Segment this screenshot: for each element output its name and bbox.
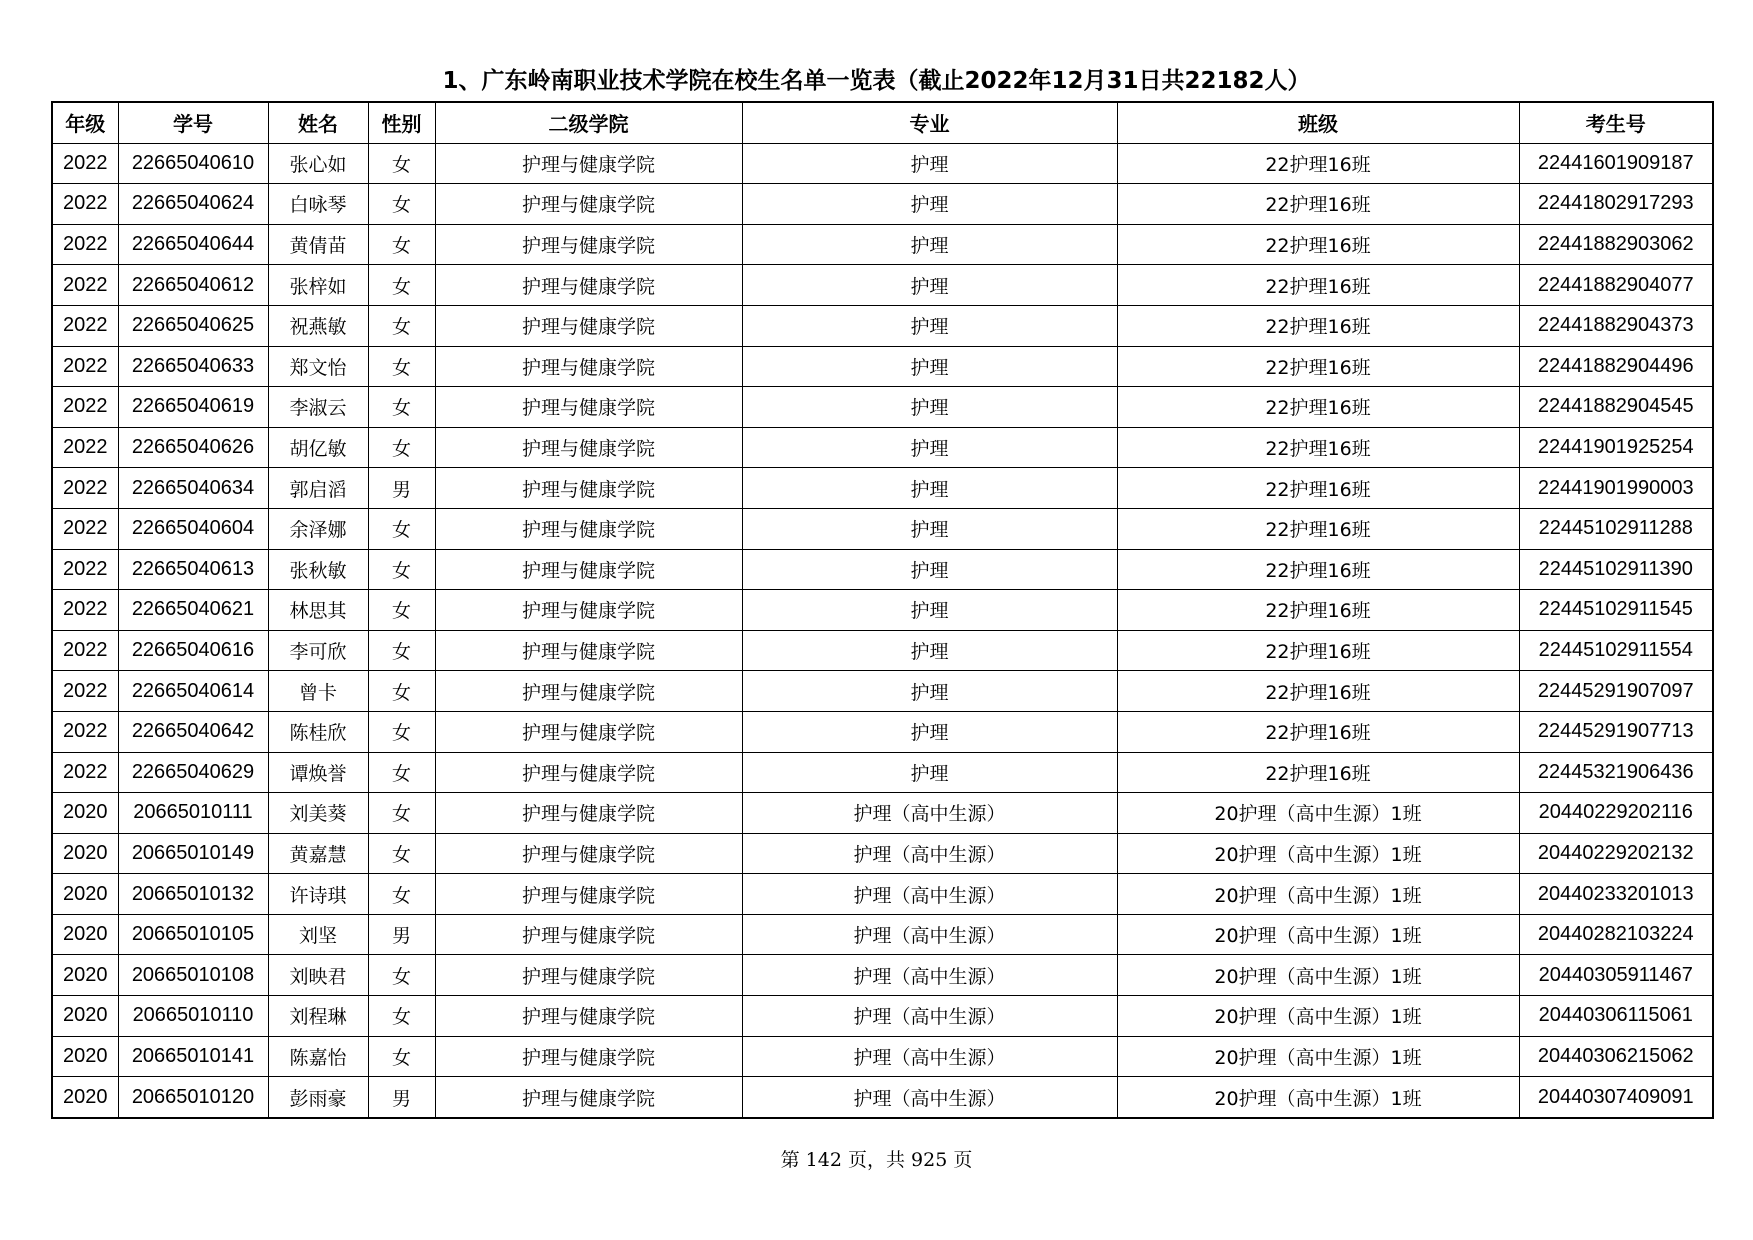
gender-cell: 女: [368, 143, 435, 184]
class-cell: 20护理（高中生源）1班: [1117, 793, 1519, 834]
class-cell: 20护理（高中生源）1班: [1117, 1036, 1519, 1077]
student-id-cell: 20665010141: [118, 1036, 268, 1077]
page-footer: 第 142 页，共 925 页: [780, 1149, 973, 1171]
college-cell: 护理与健康学院: [435, 265, 742, 306]
grade-cell: 2022: [52, 590, 118, 631]
name-cell: 陈嘉怡: [268, 1036, 368, 1077]
college-cell: 护理与健康学院: [435, 630, 742, 671]
gender-cell: 男: [368, 1077, 435, 1118]
col-header-student-id: 学号: [118, 102, 268, 143]
gender-cell: 女: [368, 630, 435, 671]
grade-cell: 2022: [52, 265, 118, 306]
college-cell: 护理与健康学院: [435, 346, 742, 387]
grade-cell: 2020: [52, 1036, 118, 1077]
grade-cell: 2022: [52, 630, 118, 671]
gender-cell: 女: [368, 265, 435, 306]
name-cell: 李淑云: [268, 387, 368, 428]
grade-cell: 2022: [52, 224, 118, 265]
table-body: [52, 143, 1713, 1118]
class-cell: 22护理16班: [1117, 346, 1519, 387]
major-cell: 护理（高中生源）: [742, 914, 1117, 955]
class-cell: 22护理16班: [1117, 752, 1519, 793]
major-cell: 护理: [742, 305, 1117, 346]
class-cell: 22护理16班: [1117, 468, 1519, 509]
col-header-class: 班级: [1117, 102, 1519, 143]
college-cell: 护理与健康学院: [435, 305, 742, 346]
gender-cell: 女: [368, 387, 435, 428]
major-cell: 护理: [742, 752, 1117, 793]
name-cell: 祝燕敏: [268, 305, 368, 346]
college-cell: 护理与健康学院: [435, 224, 742, 265]
exam-number-cell: 22445102911554: [1519, 630, 1713, 671]
name-cell: 许诗琪: [268, 874, 368, 915]
table-header-row: [52, 102, 1713, 143]
grade-cell: 2022: [52, 387, 118, 428]
student-id-cell: 20665010111: [118, 793, 268, 834]
major-cell: 护理（高中生源）: [742, 955, 1117, 996]
student-id-cell: 20665010132: [118, 874, 268, 915]
gender-cell: 男: [368, 914, 435, 955]
name-cell: 郑文怡: [268, 346, 368, 387]
student-id-cell: 22665040634: [118, 468, 268, 509]
major-cell: 护理: [742, 265, 1117, 306]
major-cell: 护理（高中生源）: [742, 996, 1117, 1037]
student-id-cell: 22665040629: [118, 752, 268, 793]
major-cell: 护理: [742, 387, 1117, 428]
major-cell: 护理: [742, 468, 1117, 509]
grade-cell: 2022: [52, 305, 118, 346]
college-cell: 护理与健康学院: [435, 427, 742, 468]
class-cell: 20护理（高中生源）1班: [1117, 996, 1519, 1037]
name-cell: 林思其: [268, 590, 368, 631]
col-header-college: 二级学院: [435, 102, 742, 143]
class-cell: 22护理16班: [1117, 305, 1519, 346]
exam-number-cell: 22441601909187: [1519, 143, 1713, 184]
class-cell: 20护理（高中生源）1班: [1117, 874, 1519, 915]
college-cell: 护理与健康学院: [435, 590, 742, 631]
major-cell: 护理（高中生源）: [742, 793, 1117, 834]
student-id-cell: 22665040612: [118, 265, 268, 306]
exam-number-cell: 22441882903062: [1519, 224, 1713, 265]
student-roster-table: [51, 101, 1714, 1119]
name-cell: 郭启滔: [268, 468, 368, 509]
name-cell: 刘坚: [268, 914, 368, 955]
major-cell: 护理（高中生源）: [742, 1077, 1117, 1118]
class-cell: 22护理16班: [1117, 224, 1519, 265]
student-id-cell: 20665010120: [118, 1077, 268, 1118]
student-id-cell: 22665040626: [118, 427, 268, 468]
col-header-grade: 年级: [52, 102, 118, 143]
class-cell: 20护理（高中生源）1班: [1117, 955, 1519, 996]
table-row: [52, 914, 1713, 955]
student-id-cell: 22665040642: [118, 711, 268, 752]
table-row: [52, 265, 1713, 306]
grade-cell: 2022: [52, 549, 118, 590]
gender-cell: 女: [368, 752, 435, 793]
exam-number-cell: 22441882904545: [1519, 387, 1713, 428]
table-row: [52, 1036, 1713, 1077]
class-cell: 22护理16班: [1117, 387, 1519, 428]
student-id-cell: 20665010108: [118, 955, 268, 996]
gender-cell: 女: [368, 346, 435, 387]
table-row: [52, 468, 1713, 509]
grade-cell: 2022: [52, 508, 118, 549]
table-row: [52, 184, 1713, 225]
col-header-gender: 性别: [368, 102, 435, 143]
exam-number-cell: 22445291907097: [1519, 671, 1713, 712]
exam-number-cell: 20440233201013: [1519, 874, 1713, 915]
gender-cell: 男: [368, 468, 435, 509]
grade-cell: 2020: [52, 793, 118, 834]
major-cell: 护理（高中生源）: [742, 833, 1117, 874]
college-cell: 护理与健康学院: [435, 508, 742, 549]
major-cell: 护理: [742, 711, 1117, 752]
gender-cell: 女: [368, 508, 435, 549]
class-cell: 22护理16班: [1117, 630, 1519, 671]
gender-cell: 女: [368, 224, 435, 265]
major-cell: 护理: [742, 346, 1117, 387]
name-cell: 张梓如: [268, 265, 368, 306]
col-header-name: 姓名: [268, 102, 368, 143]
class-cell: 20护理（高中生源）1班: [1117, 1077, 1519, 1118]
grade-cell: 2022: [52, 346, 118, 387]
name-cell: 曾卡: [268, 671, 368, 712]
table-row: [52, 711, 1713, 752]
gender-cell: 女: [368, 184, 435, 225]
class-cell: 22护理16班: [1117, 711, 1519, 752]
college-cell: 护理与健康学院: [435, 387, 742, 428]
college-cell: 护理与健康学院: [435, 914, 742, 955]
table-row: [52, 305, 1713, 346]
student-id-cell: 22665040614: [118, 671, 268, 712]
student-id-cell: 20665010110: [118, 996, 268, 1037]
table-row: [52, 224, 1713, 265]
class-cell: 22护理16班: [1117, 427, 1519, 468]
table-row: [52, 549, 1713, 590]
table-row: [52, 346, 1713, 387]
major-cell: 护理（高中生源）: [742, 1036, 1117, 1077]
grade-cell: 2020: [52, 914, 118, 955]
name-cell: 谭焕誉: [268, 752, 368, 793]
student-id-cell: 22665040604: [118, 508, 268, 549]
grade-cell: 2022: [52, 671, 118, 712]
gender-cell: 女: [368, 874, 435, 915]
class-cell: 22护理16班: [1117, 671, 1519, 712]
college-cell: 护理与健康学院: [435, 143, 742, 184]
class-cell: 22护理16班: [1117, 508, 1519, 549]
gender-cell: 女: [368, 427, 435, 468]
gender-cell: 女: [368, 549, 435, 590]
table-row: [52, 671, 1713, 712]
gender-cell: 女: [368, 1036, 435, 1077]
col-header-exam-number: 考生号: [1519, 102, 1713, 143]
gender-cell: 女: [368, 305, 435, 346]
student-id-cell: 22665040619: [118, 387, 268, 428]
student-id-cell: 20665010149: [118, 833, 268, 874]
grade-cell: 2020: [52, 1077, 118, 1118]
table-row: [52, 793, 1713, 834]
name-cell: 黄嘉慧: [268, 833, 368, 874]
college-cell: 护理与健康学院: [435, 874, 742, 915]
class-cell: 22护理16班: [1117, 265, 1519, 306]
class-cell: 22护理16班: [1117, 184, 1519, 225]
major-cell: 护理（高中生源）: [742, 874, 1117, 915]
college-cell: 护理与健康学院: [435, 468, 742, 509]
grade-cell: 2020: [52, 833, 118, 874]
name-cell: 张心如: [268, 143, 368, 184]
table-row: [52, 833, 1713, 874]
table-row: [52, 630, 1713, 671]
exam-number-cell: 20440282103224: [1519, 914, 1713, 955]
grade-cell: 2022: [52, 752, 118, 793]
grade-cell: 2022: [52, 184, 118, 225]
college-cell: 护理与健康学院: [435, 1036, 742, 1077]
table-row: [52, 752, 1713, 793]
exam-number-cell: 20440306115061: [1519, 996, 1713, 1037]
grade-cell: 2022: [52, 468, 118, 509]
college-cell: 护理与健康学院: [435, 549, 742, 590]
name-cell: 黄倩苗: [268, 224, 368, 265]
college-cell: 护理与健康学院: [435, 1077, 742, 1118]
exam-number-cell: 20440229202116: [1519, 793, 1713, 834]
table-row: [52, 508, 1713, 549]
table-row: [52, 590, 1713, 631]
student-id-cell: 22665040624: [118, 184, 268, 225]
exam-number-cell: 22445321906436: [1519, 752, 1713, 793]
major-cell: 护理: [742, 224, 1117, 265]
grade-cell: 2022: [52, 711, 118, 752]
table-row: [52, 143, 1713, 184]
col-header-major: 专业: [742, 102, 1117, 143]
class-cell: 20护理（高中生源）1班: [1117, 914, 1519, 955]
table-row: [52, 996, 1713, 1037]
student-id-cell: 22665040621: [118, 590, 268, 631]
student-id-cell: 22665040610: [118, 143, 268, 184]
college-cell: 护理与健康学院: [435, 996, 742, 1037]
exam-number-cell: 22441882904496: [1519, 346, 1713, 387]
table-row: [52, 387, 1713, 428]
exam-number-cell: 22441882904373: [1519, 305, 1713, 346]
major-cell: 护理: [742, 630, 1117, 671]
grade-cell: 2020: [52, 874, 118, 915]
table-row: [52, 427, 1713, 468]
student-id-cell: 22665040644: [118, 224, 268, 265]
class-cell: 22护理16班: [1117, 549, 1519, 590]
name-cell: 彭雨豪: [268, 1077, 368, 1118]
exam-number-cell: 22441802917293: [1519, 184, 1713, 225]
college-cell: 护理与健康学院: [435, 793, 742, 834]
gender-cell: 女: [368, 793, 435, 834]
table-row: [52, 874, 1713, 915]
gender-cell: 女: [368, 833, 435, 874]
name-cell: 刘美葵: [268, 793, 368, 834]
grade-cell: 2020: [52, 955, 118, 996]
exam-number-cell: 20440305911467: [1519, 955, 1713, 996]
name-cell: 陈桂欣: [268, 711, 368, 752]
grade-cell: 2022: [52, 427, 118, 468]
name-cell: 余泽娜: [268, 508, 368, 549]
college-cell: 护理与健康学院: [435, 752, 742, 793]
major-cell: 护理: [742, 427, 1117, 468]
college-cell: 护理与健康学院: [435, 184, 742, 225]
class-cell: 20护理（高中生源）1班: [1117, 833, 1519, 874]
table-row: [52, 955, 1713, 996]
gender-cell: 女: [368, 590, 435, 631]
name-cell: 张秋敏: [268, 549, 368, 590]
name-cell: 李可欣: [268, 630, 368, 671]
major-cell: 护理: [742, 671, 1117, 712]
exam-number-cell: 20440306215062: [1519, 1036, 1713, 1077]
name-cell: 刘程琳: [268, 996, 368, 1037]
major-cell: 护理: [742, 143, 1117, 184]
student-id-cell: 22665040625: [118, 305, 268, 346]
page-title: 1、广东岭南职业技术学院在校生名单一览表（截止2022年12月31日共22182人）: [442, 68, 1311, 94]
student-id-cell: 20665010105: [118, 914, 268, 955]
exam-number-cell: 22445291907713: [1519, 711, 1713, 752]
class-cell: 22护理16班: [1117, 590, 1519, 631]
table-row: [52, 1077, 1713, 1118]
name-cell: 胡亿敏: [268, 427, 368, 468]
exam-number-cell: 22441901925254: [1519, 427, 1713, 468]
grade-cell: 2020: [52, 996, 118, 1037]
exam-number-cell: 20440229202132: [1519, 833, 1713, 874]
major-cell: 护理: [742, 184, 1117, 225]
exam-number-cell: 22445102911545: [1519, 590, 1713, 631]
student-id-cell: 22665040613: [118, 549, 268, 590]
gender-cell: 女: [368, 996, 435, 1037]
name-cell: 刘映君: [268, 955, 368, 996]
grade-cell: 2022: [52, 143, 118, 184]
major-cell: 护理: [742, 508, 1117, 549]
exam-number-cell: 22445102911288: [1519, 508, 1713, 549]
college-cell: 护理与健康学院: [435, 955, 742, 996]
student-id-cell: 22665040633: [118, 346, 268, 387]
major-cell: 护理: [742, 549, 1117, 590]
gender-cell: 女: [368, 671, 435, 712]
college-cell: 护理与健康学院: [435, 711, 742, 752]
name-cell: 白咏琴: [268, 184, 368, 225]
class-cell: 22护理16班: [1117, 143, 1519, 184]
major-cell: 护理: [742, 590, 1117, 631]
gender-cell: 女: [368, 711, 435, 752]
student-id-cell: 22665040616: [118, 630, 268, 671]
college-cell: 护理与健康学院: [435, 833, 742, 874]
exam-number-cell: 22441882904077: [1519, 265, 1713, 306]
exam-number-cell: 20440307409091: [1519, 1077, 1713, 1118]
exam-number-cell: 22445102911390: [1519, 549, 1713, 590]
exam-number-cell: 22441901990003: [1519, 468, 1713, 509]
college-cell: 护理与健康学院: [435, 671, 742, 712]
gender-cell: 女: [368, 955, 435, 996]
